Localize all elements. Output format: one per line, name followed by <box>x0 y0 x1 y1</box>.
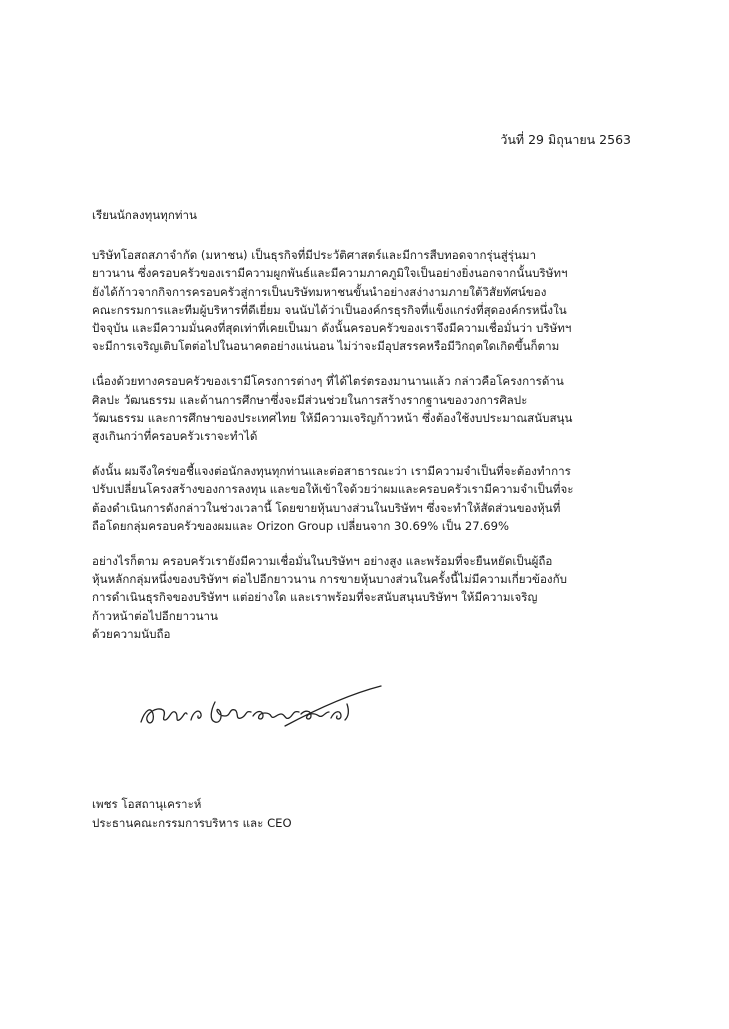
paragraph-line: ถือโดยกลุ่มครอบครัวของผมและ Orizon Group เปลี่ยนจาก 30.69% เป็น 27.69% <box>92 518 510 533</box>
paragraph-line: สูงเกินกว่าที่ครอบครัวเราจะทำได้ <box>92 429 258 444</box>
paragraph-3 <box>92 462 644 535</box>
salutation: เรียนนักลงทุนทุกท่าน <box>92 208 197 222</box>
paragraph-line: ปรับเปลี่ยนโครงสร้างของการลงทุน และขอให้เข้าใจด้วยว่าผมและครอบครัวเรามีความจำเป็นที่จะ <box>92 482 574 497</box>
paragraph-4 <box>92 552 644 625</box>
paragraph-line: การดำเนินธุรกิจของบริษัทฯ แต่อย่างใด และเราพร้อมที่จะสนับสนุนบริษัทฯ ให้มีความเจริญ <box>92 590 538 605</box>
letter-body <box>92 206 644 642</box>
paragraph-line: เนื่องด้วยทางครอบครัวของเรามีโครงการต่างๆ ที่ได้ไตร่ตรองมานานแล้ว กล่าวคือโครงการด้าน <box>92 374 564 389</box>
paragraph-line: ศิลปะ วัฒนธรรม และด้านการศึกษาซึ่งจะมีส่วนช่วยในการสร้างรากฐานของวงการศิลปะ <box>92 392 528 407</box>
paragraph-line: อย่างไรก็ตาม ครอบครัวเรายังมีความเชื่อมั่นในบริษัทฯ อย่างสูง และพร้อมที่จะยืนหยัดเป็นผู้ถือ <box>92 554 553 569</box>
paragraph-line: ยังได้ก้าวจากกิจการครอบครัวสู่การเป็นบริษัทมหาชนขั้นนำอย่างสง่างามภายใต้วิสัยทัศน์ของ <box>92 284 547 299</box>
paragraph-line: บริษัทโอสถสภาจำกัด (มหาชน) เป็นธุรกิจที่มีประวัติศาสตร์และมีการสืบทอดจากรุ่นสู่รุ่นมา <box>92 248 537 263</box>
letter-date: วันที่ 29 มิถุนายน 2563 <box>500 132 631 147</box>
paragraph-line: จะมีการเจริญเติบโตต่อไปในอนาคตอย่างแน่นอน ไม่ว่าจะมีอุปสรรคหรือมีวิกฤตใดเกิดขึ้นก็ตาม <box>92 339 560 354</box>
handwritten-signature <box>135 680 395 740</box>
paragraph-line: ก้าวหน้าต่อไปอีกยาวนาน <box>92 608 218 623</box>
paragraph-line: ดังนั้น ผมจึงใคร่ขอชี้แจงต่อนักลงทุนทุกท่านและต่อสาธารณะว่า เรามีความจำเป็นที่จะต้องทำการ <box>92 464 571 479</box>
paragraph-line: ยาวนาน ซึ่งครอบครัวของเรามีความผูกพันธ์และมีความภาคภูมิใจเป็นอย่างยิ่งนอกจากนั้นบริษัทฯ <box>92 266 568 281</box>
paragraph-line: คณะกรรมการและทีมผู้บริหารที่ดีเยี่ยม จนนับได้ว่าเป็นองค์กรธุรกิจที่แข็งแกร่งที่สุดองค์กรหนึ่งใน <box>92 302 567 317</box>
paragraph-line: วัฒนธรรม และการศึกษาของประเทศไทย ให้มีความเจริญก้าวหน้า ซึ่งต้องใช้งบประมาณสนับสนุน <box>92 410 573 425</box>
paragraph-line: ต้องดำเนินการดังกล่าวในช่วงเวลานี้ โดยขายหุ้นบางส่วนในบริษัทฯ ซึ่งจะทำให้สัดส่วนของหุ้นที่ <box>92 500 561 515</box>
paragraph-line: หุ้นหลักกลุ่มหนึ่งของบริษัทฯ ต่อไปอีกยาวนาน การขายหุ้นบางส่วนในครั้งนี้ไม่มีความเกี่ยวข้องกับ <box>92 572 567 587</box>
paragraph-1 <box>92 246 644 355</box>
signer-block <box>92 795 292 833</box>
paragraph-2 <box>92 372 644 445</box>
paragraph-line: ปัจจุบัน และมีความมั่นคงที่สุดเท่าที่เคยเป็นมา ดังนั้นครอบครัวของเราจึงมีความเชื่อมั่นว่า บริษัทฯ <box>92 321 572 336</box>
signer-title: ประธานคณะกรรมการบริหาร และ CEO <box>92 816 292 830</box>
signer-name: เพชร โอสถานุเคราะห์ <box>92 797 202 811</box>
closing: ด้วยความนับถือ <box>92 627 171 641</box>
